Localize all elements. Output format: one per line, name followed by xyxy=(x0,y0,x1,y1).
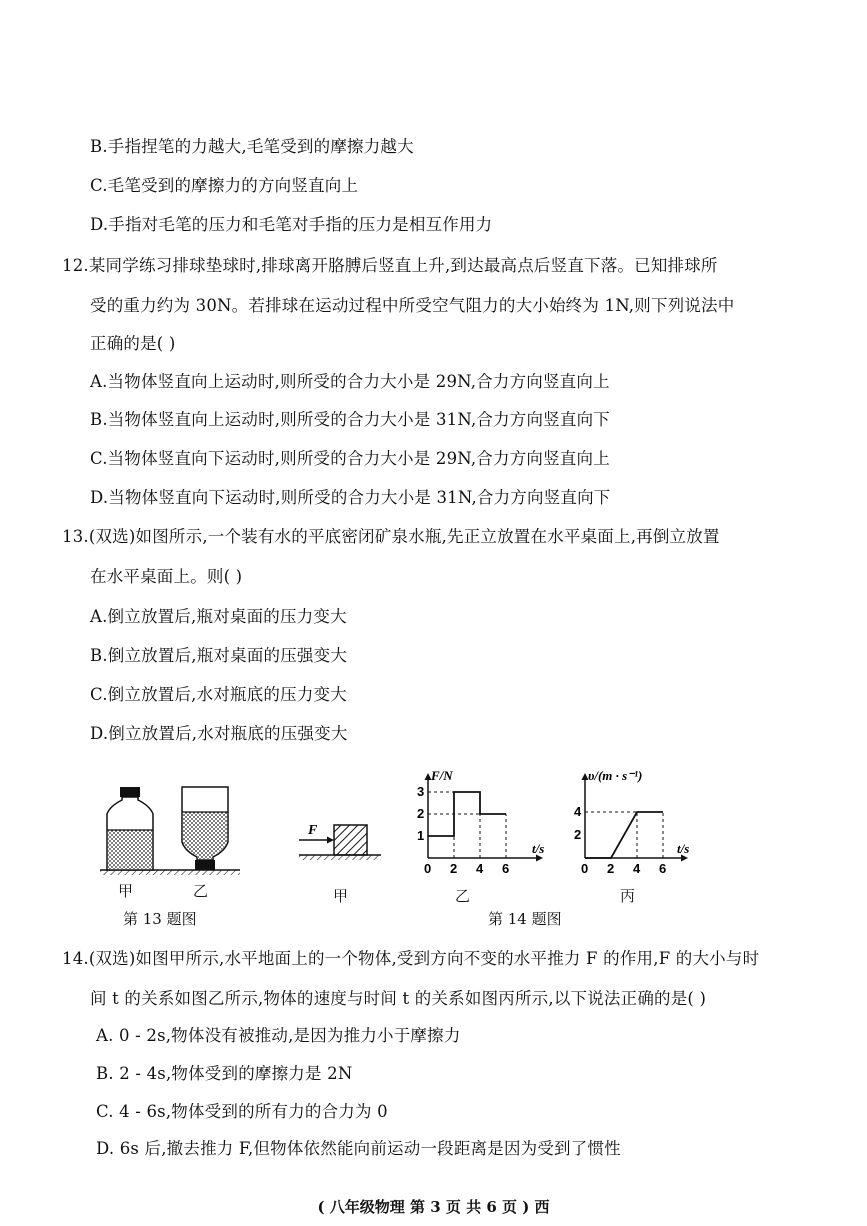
block xyxy=(334,825,367,855)
x-tick-label: 2 xyxy=(450,861,458,876)
x-tick-label: 6 xyxy=(502,861,510,876)
fig13-label-yi: 乙 xyxy=(193,882,209,900)
fig13-caption: 第 13 题图 xyxy=(123,910,197,928)
x-tick-label: 0 xyxy=(581,861,589,876)
q13-option-c: C.倒立放置后,水对瓶底的压力变大 xyxy=(90,685,347,704)
q13-option-d: D.倒立放置后,水对瓶底的压强变大 xyxy=(90,724,348,743)
q12-option-c: C.当物体竖直向下运动时,则所受的合力大小是 29N,合力方向竖直向上 xyxy=(90,449,610,468)
q13-option-a: A.倒立放置后,瓶对桌面的压力变大 xyxy=(90,607,347,626)
figure-14-force-time-graph xyxy=(410,770,565,880)
q13-stem-line2: 在水平桌面上。则( ) xyxy=(90,567,243,586)
q14-option-c: C. 4 - 6s,物体受到的所有力的合力为 0 xyxy=(96,1102,388,1121)
q14-option-a: A. 0 - 2s,物体没有被推动,是因为推力小于摩擦力 xyxy=(96,1026,461,1045)
q14-stem-line1: 14.(双选)如图甲所示,水平地面上的一个物体,受到方向不变的水平推力 F 的作用,F 的大小与时 xyxy=(62,949,760,968)
y-tick-label: 2 xyxy=(417,806,425,821)
q11-option-d: D.手指对毛笔的压力和毛笔对手指的压力是相互作用力 xyxy=(90,215,493,234)
q12-option-b: B.当物体竖直向上运动时,则所受的合力大小是 31N,合力方向竖直向下 xyxy=(90,410,610,429)
data-line xyxy=(585,812,663,858)
q11-option-c: C.毛笔受到的摩擦力的方向竖直向上 xyxy=(90,176,359,195)
fig14-label-jia: 甲 xyxy=(333,887,349,905)
x-tick-label: 6 xyxy=(659,861,667,876)
x-tick-label: 4 xyxy=(476,861,484,876)
page-footer: ( 八年级物理 第 3 页 共 6 页 ) 西 xyxy=(317,1198,550,1216)
x-tick-label: 0 xyxy=(424,861,432,876)
q14-option-b: B. 2 - 4s,物体受到的摩擦力是 2N xyxy=(96,1064,353,1083)
q12-option-a: A.当物体竖直向上运动时,则所受的合力大小是 29N,合力方向竖直向上 xyxy=(90,372,610,391)
fig13-label-jia: 甲 xyxy=(118,882,134,900)
y-tick-label: 3 xyxy=(417,784,425,799)
q14-stem-line2: 间 t 的关系如图乙所示,物体的速度与时间 t 的关系如图丙所示,以下说法正确的是( ) xyxy=(90,989,707,1008)
y-tick-label: 4 xyxy=(574,804,582,819)
y-axis-label: υ/(m · s⁻¹) xyxy=(588,770,643,783)
q13-stem-line1: 13.(双选)如图所示,一个装有水的平底密闭矿泉水瓶,先正立放置在水平桌面上,再倒立放置 xyxy=(62,527,720,546)
inverted-bottle xyxy=(182,787,228,870)
q12-stem-line3: 正确的是( ) xyxy=(90,334,176,353)
x-tick-label: 2 xyxy=(607,861,615,876)
figure-14-block xyxy=(296,810,386,870)
fig14-label-yi: 乙 xyxy=(455,887,471,905)
fig14-label-bing: 丙 xyxy=(620,887,636,905)
q11-option-b: B.手指捏笔的力越大,毛笔受到的摩擦力越大 xyxy=(90,137,414,156)
q12-stem-line2: 受的重力约为 30N。若排球在运动过程中所受空气阻力的大小始终为 1N,则下列说法中 xyxy=(90,296,735,315)
q13-option-b: B.倒立放置后,瓶对桌面的压强变大 xyxy=(90,646,348,665)
y-tick-label: 2 xyxy=(574,827,582,842)
force-label: F xyxy=(308,823,318,838)
y-axis-label: F/N xyxy=(431,770,453,783)
y-tick-label: 1 xyxy=(417,828,425,843)
q14-option-d: D. 6s 后,撤去推力 F,但物体依然能向前运动一段距离是因为受到了惯性 xyxy=(96,1139,621,1158)
fig14-caption: 第 14 题图 xyxy=(488,910,562,928)
q12-stem-line1: 12.某同学练习排球垫球时,排球离开胳膊后竖直上升,到达最高点后竖直下落。已知排球所 xyxy=(62,256,718,275)
x-axis-label: t/s xyxy=(677,841,690,856)
x-tick-label: 4 xyxy=(633,861,641,876)
x-axis-label: t/s xyxy=(532,841,545,856)
upright-bottle xyxy=(107,787,153,870)
q12-option-d: D.当物体竖直向下运动时,则所受的合力大小是 31N,合力方向竖直向下 xyxy=(90,488,611,507)
figure-14-velocity-time-graph xyxy=(565,770,700,880)
